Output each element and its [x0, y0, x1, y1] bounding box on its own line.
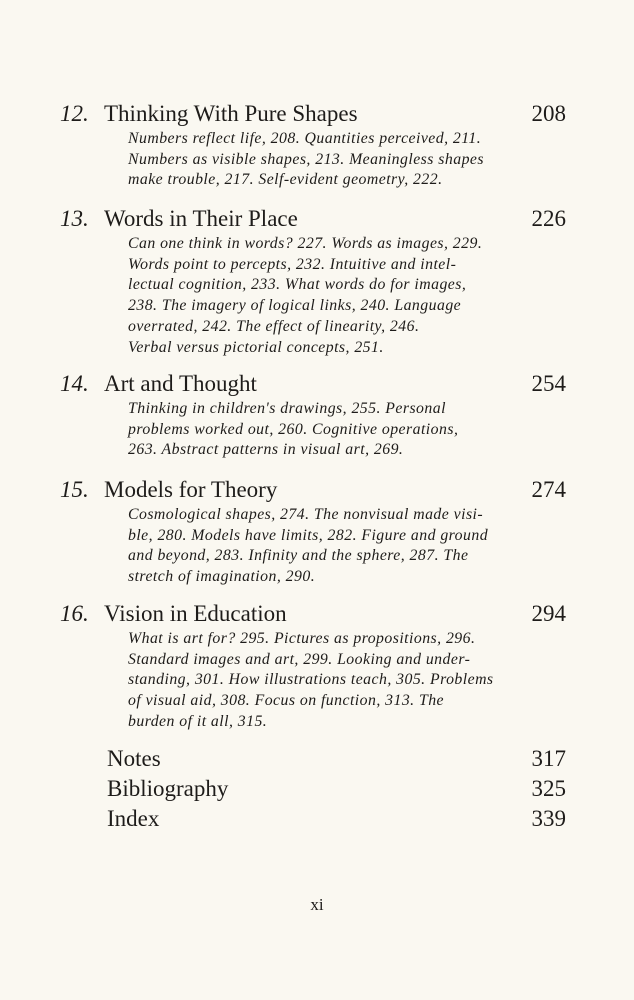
back-matter-label: Index	[107, 806, 160, 831]
chapter-heading	[60, 369, 566, 399]
chapter-title: Models for Theory	[104, 477, 278, 502]
chapter-number: 12.	[60, 101, 89, 126]
chapter-summary	[128, 629, 532, 733]
back-matter-entry-bibliography	[107, 774, 566, 804]
chapter-number: 13.	[60, 206, 89, 231]
summary-line: stretch of imagination, 290.	[128, 568, 316, 586]
chapter-heading	[60, 204, 566, 234]
summary-line: overrated, 242. The effect of linearity, 246.	[128, 317, 420, 335]
toc-entry-chapter-16	[60, 599, 566, 733]
toc-entry-chapter-13	[60, 204, 566, 358]
back-matter-page-number: 325	[531, 776, 566, 801]
chapter-heading	[60, 599, 566, 629]
chapter-number: 15.	[60, 477, 89, 502]
summary-line: problems worked out, 260. Cognitive operations,	[128, 420, 459, 438]
summary-line: ble, 280. Models have limits, 282. Figure and ground	[128, 526, 489, 544]
back-matter-list	[107, 744, 566, 834]
summary-line: Numbers as visible shapes, 213. Meaningless shapes	[128, 150, 484, 168]
summary-line: 238. The imagery of logical links, 240. Language	[128, 297, 462, 315]
summary-line: Words point to percepts, 232. Intuitive and intel-	[128, 255, 457, 273]
summary-line: Verbal versus pictorial concepts, 251.	[128, 338, 384, 356]
chapter-page-number: 294	[531, 601, 566, 626]
toc-entry-chapter-15	[60, 475, 566, 588]
chapter-number: 14.	[60, 371, 89, 396]
summary-line: Can one think in words? 227. Words as images, 229.	[128, 235, 483, 252]
chapter-summary	[128, 399, 532, 461]
chapter-page-number: 274	[531, 477, 566, 502]
chapter-summary	[128, 129, 532, 191]
chapter-heading	[60, 475, 566, 505]
chapter-heading	[60, 99, 566, 129]
chapter-title: Vision in Education	[104, 601, 287, 626]
chapter-summary	[128, 505, 532, 588]
summary-line: 263. Abstract patterns in visual art, 269.	[128, 441, 404, 459]
chapter-summary	[128, 234, 532, 358]
chapter-title: Thinking With Pure Shapes	[104, 101, 358, 126]
summary-line: make trouble, 217. Self-evident geometry, 222.	[128, 171, 443, 189]
summary-line: Cosmological shapes, 274. The nonvisual made visi-	[128, 506, 484, 523]
page-folio: xi	[310, 895, 324, 914]
summary-line: of visual aid, 308. Focus on function, 313. The	[128, 692, 445, 710]
summary-line: lectual cognition, 233. What words do for images,	[128, 276, 467, 294]
chapter-title: Art and Thought	[104, 371, 257, 396]
chapter-page-number: 208	[531, 101, 566, 126]
summary-line: Numbers reflect life, 208. Quantities perceived, 211.	[128, 130, 482, 147]
summary-line: burden of it all, 315.	[128, 712, 268, 730]
chapter-page-number: 226	[531, 206, 566, 231]
summary-line: Standard images and art, 299. Looking and under-	[128, 650, 471, 668]
summary-line: Thinking in children's drawings, 255. Personal	[128, 400, 446, 417]
back-matter-page-number: 339	[531, 806, 566, 831]
summary-line: What is art for? 295. Pictures as propositions, 296.	[128, 630, 476, 647]
back-matter-entry-notes	[107, 744, 566, 774]
chapter-title: Words in Their Place	[104, 206, 298, 231]
toc-entry-chapter-14	[60, 369, 566, 461]
back-matter-label: Bibliography	[107, 776, 229, 801]
back-matter-page-number: 317	[531, 746, 566, 771]
back-matter-entry-index	[107, 804, 566, 834]
chapter-page-number: 254	[531, 371, 566, 396]
back-matter-label: Notes	[107, 746, 161, 771]
toc-entry-chapter-12	[60, 99, 566, 191]
chapter-number: 16.	[60, 601, 89, 626]
summary-line: and beyond, 283. Infinity and the sphere, 287. The	[128, 547, 469, 565]
summary-line: standing, 301. How illustrations teach, 305. Problems	[128, 671, 494, 689]
